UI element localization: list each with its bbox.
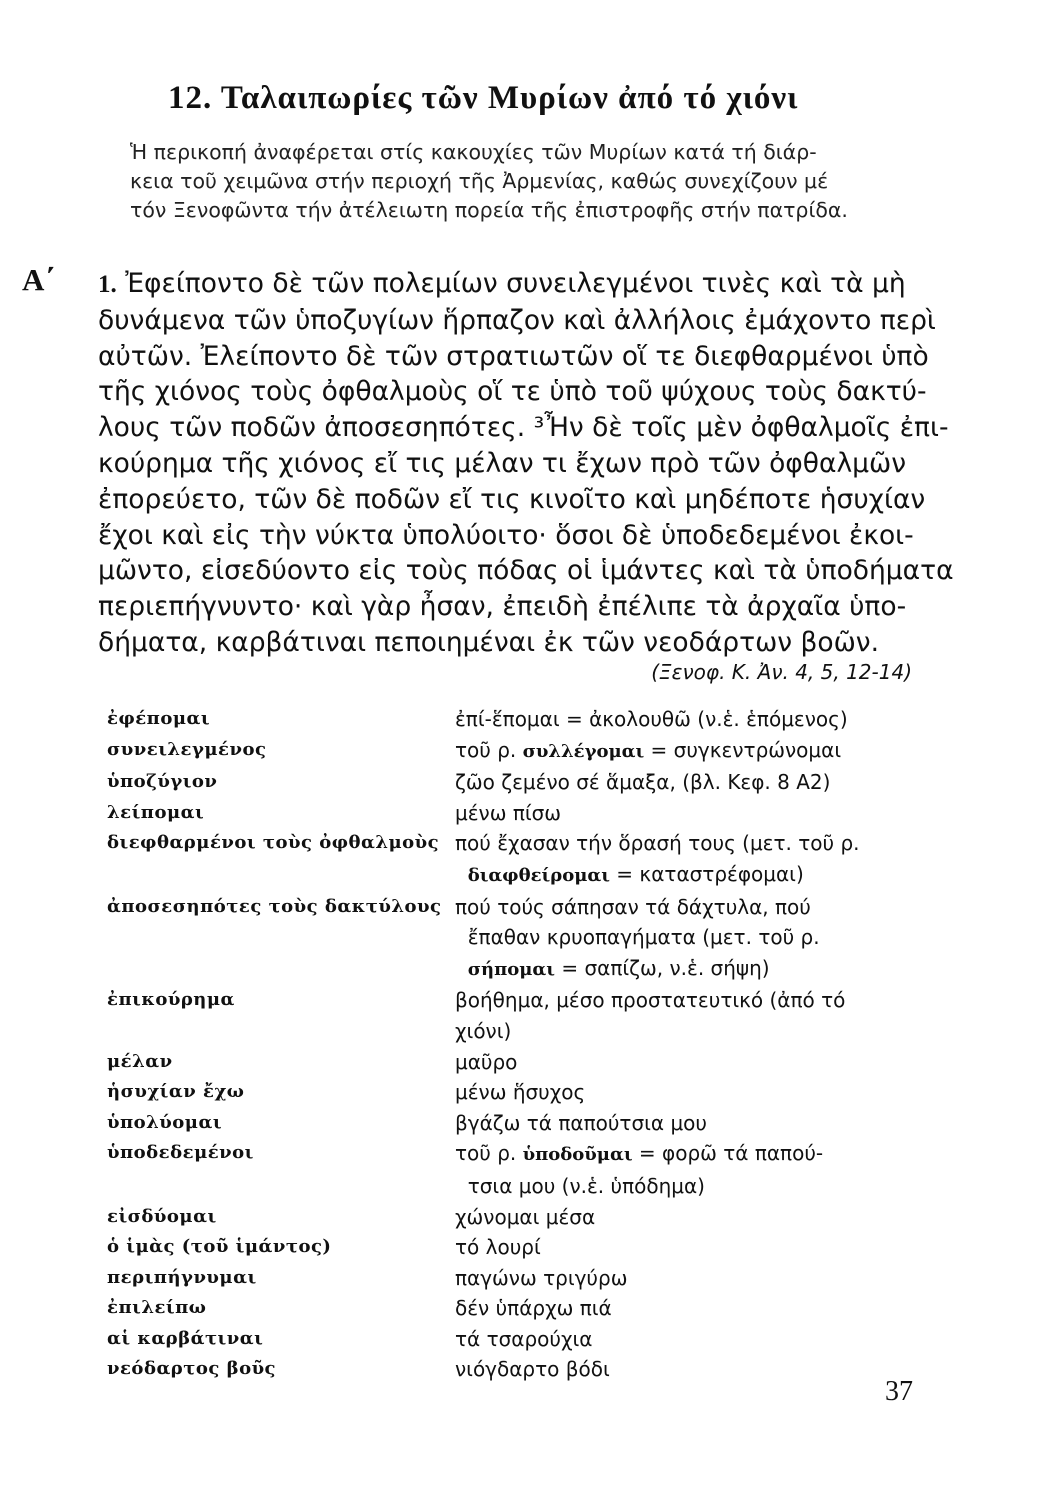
glossary-row	[107, 1354, 937, 1385]
glossary-row	[107, 1138, 937, 1201]
intro-line: Ἡ περικοπή ἀναφέρεται στίς κακουχίες τῶν Μυρίων κατά τή διάρ-	[130, 140, 817, 164]
glossary-term: αἱ καρβάτιναι	[107, 1327, 264, 1349]
glossary-term: ὑπολύομαι	[107, 1111, 223, 1133]
glossary-row	[107, 1293, 937, 1324]
glossary-definition: τοῦ ρ. συλλέγομαι = συγκεντρώνομαι	[455, 737, 842, 762]
paragraph-number: 1.	[98, 271, 117, 298]
text-line: τῆς χιόνος τοὺς ὀφθαλμοὺς οἵ τε ὑπὸ τοῦ ψύχους τοὺς δακτύ-	[98, 376, 927, 408]
glossary-row	[107, 1202, 937, 1233]
page-number: 37	[885, 1376, 913, 1407]
glossary-row	[107, 704, 937, 735]
glossary-definition: δέν ὑπάρχω πιά	[455, 1296, 612, 1321]
glossary-definition: χώνομαι μέσα	[455, 1204, 596, 1229]
text-line: δήματα, καρβάτιναι πεποιημέναι ἐκ τῶν νεοδάρτων βοῶν.	[98, 626, 880, 658]
glossary-row	[107, 798, 937, 829]
intro-line: τόν Ξενοφῶντα τήν ἀτέλειωτη πορεία τῆς ἐπιστροφῆς στήν πατρίδα.	[130, 198, 848, 222]
text-line: μῶντο, εἰσεδύοντο εἰς τοὺς πόδας οἱ ἱμάντες καὶ τὰ ὑποδήματα	[98, 555, 954, 587]
glossary-row	[107, 1108, 937, 1139]
glossary-term: ἐπιλείπω	[107, 1297, 207, 1319]
glossary-definition: πού τούς σάπησαν τά δάχτυλα, πού ἔπαθαν κρυοπαγήματα (μετ. τοῦ ρ. σήπομαι = σαπίζω, ν.ἑ. σήψη)	[455, 894, 820, 980]
text-line: λους τῶν ποδῶν ἀποσεσηπότες. ³Ἦν δὲ τοῖς μὲν ὀφθαλμοῖς ἐπι-	[98, 412, 949, 444]
glossary-row	[107, 735, 937, 768]
glossary-definition: βγάζω τά παπούτσια μου	[455, 1110, 707, 1135]
glossary-definition: μένω πίσω	[455, 800, 562, 825]
glossary-term: νεόδαρτος βοῦς	[107, 1358, 277, 1380]
glossary-definition: ἐπί-ἕπομαι = ἀκολουθῶ (ν.ἑ. ἑπόμενος)	[455, 707, 848, 731]
glossary-row	[107, 892, 937, 986]
glossary-term: ὁ ἱμὰς (τοῦ ἱμάντος)	[107, 1236, 332, 1258]
text-line: αὐτῶν. Ἐλείποντο δὲ τῶν στρατιωτῶν οἵ τε διεφθαρμένοι ὑπὸ	[98, 340, 929, 372]
glossary-term: συνειλεγμένος	[107, 738, 267, 760]
glossary-term: ὑποζύγιον	[107, 771, 218, 793]
text-line: κούρημα τῆς χιόνος εἴ τις μέλαν τι ἔχων πρὸ τῶν ὀφθαλμῶν	[98, 447, 907, 479]
glossary-term: μέλαν	[107, 1050, 173, 1072]
glossary-definition: τά τσαρούχια	[455, 1326, 593, 1351]
glossary-definition: τοῦ ρ. ὑποδοῦμαι = φορῶ τά παπού- τσια μου (ν.ἑ. ὑπόδημα)	[455, 1141, 824, 1198]
glossary-row	[107, 985, 937, 1046]
glossary-term: ὑποδεδεμένοι	[107, 1142, 254, 1164]
glossary-row	[107, 1232, 937, 1263]
glossary-row	[107, 1077, 937, 1108]
text-line: ἔχοι καὶ εἰς τὴν νύκτα ὑπολύοιτο· ὅσοι δὲ ὑποδεδεμένοι ἐκοι-	[98, 519, 914, 551]
page-title: 12. Ταλαιπωρίες τῶν Μυρίων ἀπό τό χιόνι	[168, 80, 799, 116]
intro-paragraph	[130, 138, 920, 225]
source-citation: (Ξενοφ. Κ. Ἀν. 4, 5, 12-14)	[651, 660, 912, 684]
glossary-row	[107, 1047, 937, 1078]
glossary-term: ἐπικούρημα	[107, 989, 235, 1011]
glossary-term: λείπομαι	[107, 801, 205, 823]
glossary-definition: νιόγδαρτο βόδι	[455, 1357, 610, 1382]
glossary-definition: μαῦρο	[455, 1049, 518, 1074]
glossary-row	[107, 767, 937, 798]
glossary-row	[107, 1324, 937, 1355]
text-line: δυνάμενα τῶν ὑποζυγίων ἥρπαζον καὶ ἀλλήλοις ἐμάχοντο περὶ	[98, 304, 936, 336]
glossary-term: περιπήγνυμαι	[107, 1266, 257, 1288]
glossary-term: ἡσυχίαν ἔχω	[107, 1081, 245, 1103]
glossary-term: εἰσδύομαι	[107, 1205, 217, 1227]
glossary-definition: ζῶο ζεμένο σέ ἅμαξα, (βλ. Κεφ. 8 Α2)	[455, 770, 831, 795]
glossary-definition: μένω ἥσυχος	[455, 1080, 586, 1105]
glossary-term: διεφθαρμένοι τοὺς ὀφθαλμοὺς	[107, 832, 440, 854]
glossary-row	[107, 828, 937, 891]
glossary-term: ἀποσεσηπότες τοὺς δακτύλους	[107, 895, 442, 917]
section-label: Α΄	[22, 262, 55, 297]
glossary-term: ἐφέπομαι	[107, 708, 211, 729]
glossary-definition: πού ἔχασαν τήν ὅρασή τους (μετ. τοῦ ρ. διαφθείρομαι = καταστρέφομαι)	[455, 831, 860, 886]
glossary	[107, 704, 937, 1385]
text-line: ἐπορεύετο, τῶν δὲ ποδῶν εἴ τις κινοῖτο καὶ μηδέποτε ἡσυχίαν	[98, 483, 926, 515]
glossary-definition: βοήθημα, μέσο προστατευτικό (ἀπό τό χιόνι)	[455, 988, 846, 1043]
glossary-row	[107, 1263, 937, 1294]
intro-line: κεια τοῦ χειμῶνα στήν περιοχή τῆς Ἀρμενίας, καθώς συνεχίζουν μέ	[130, 169, 829, 193]
text-line: περιεπήγνυντο· καὶ γὰρ ἦσαν, ἐπειδὴ ἐπέλιπε τὰ ἀρχαῖα ὑπο-	[98, 591, 907, 623]
glossary-definition: παγώνω τριγύρω	[455, 1265, 628, 1290]
text-line: 1. Ἐφείποντο δὲ τῶν πολεμίων συνειλεγμένοι τινὲς καὶ τὰ μὴ	[98, 268, 906, 299]
ancient-text	[98, 266, 954, 661]
glossary-definition: τό λουρί	[455, 1235, 541, 1260]
